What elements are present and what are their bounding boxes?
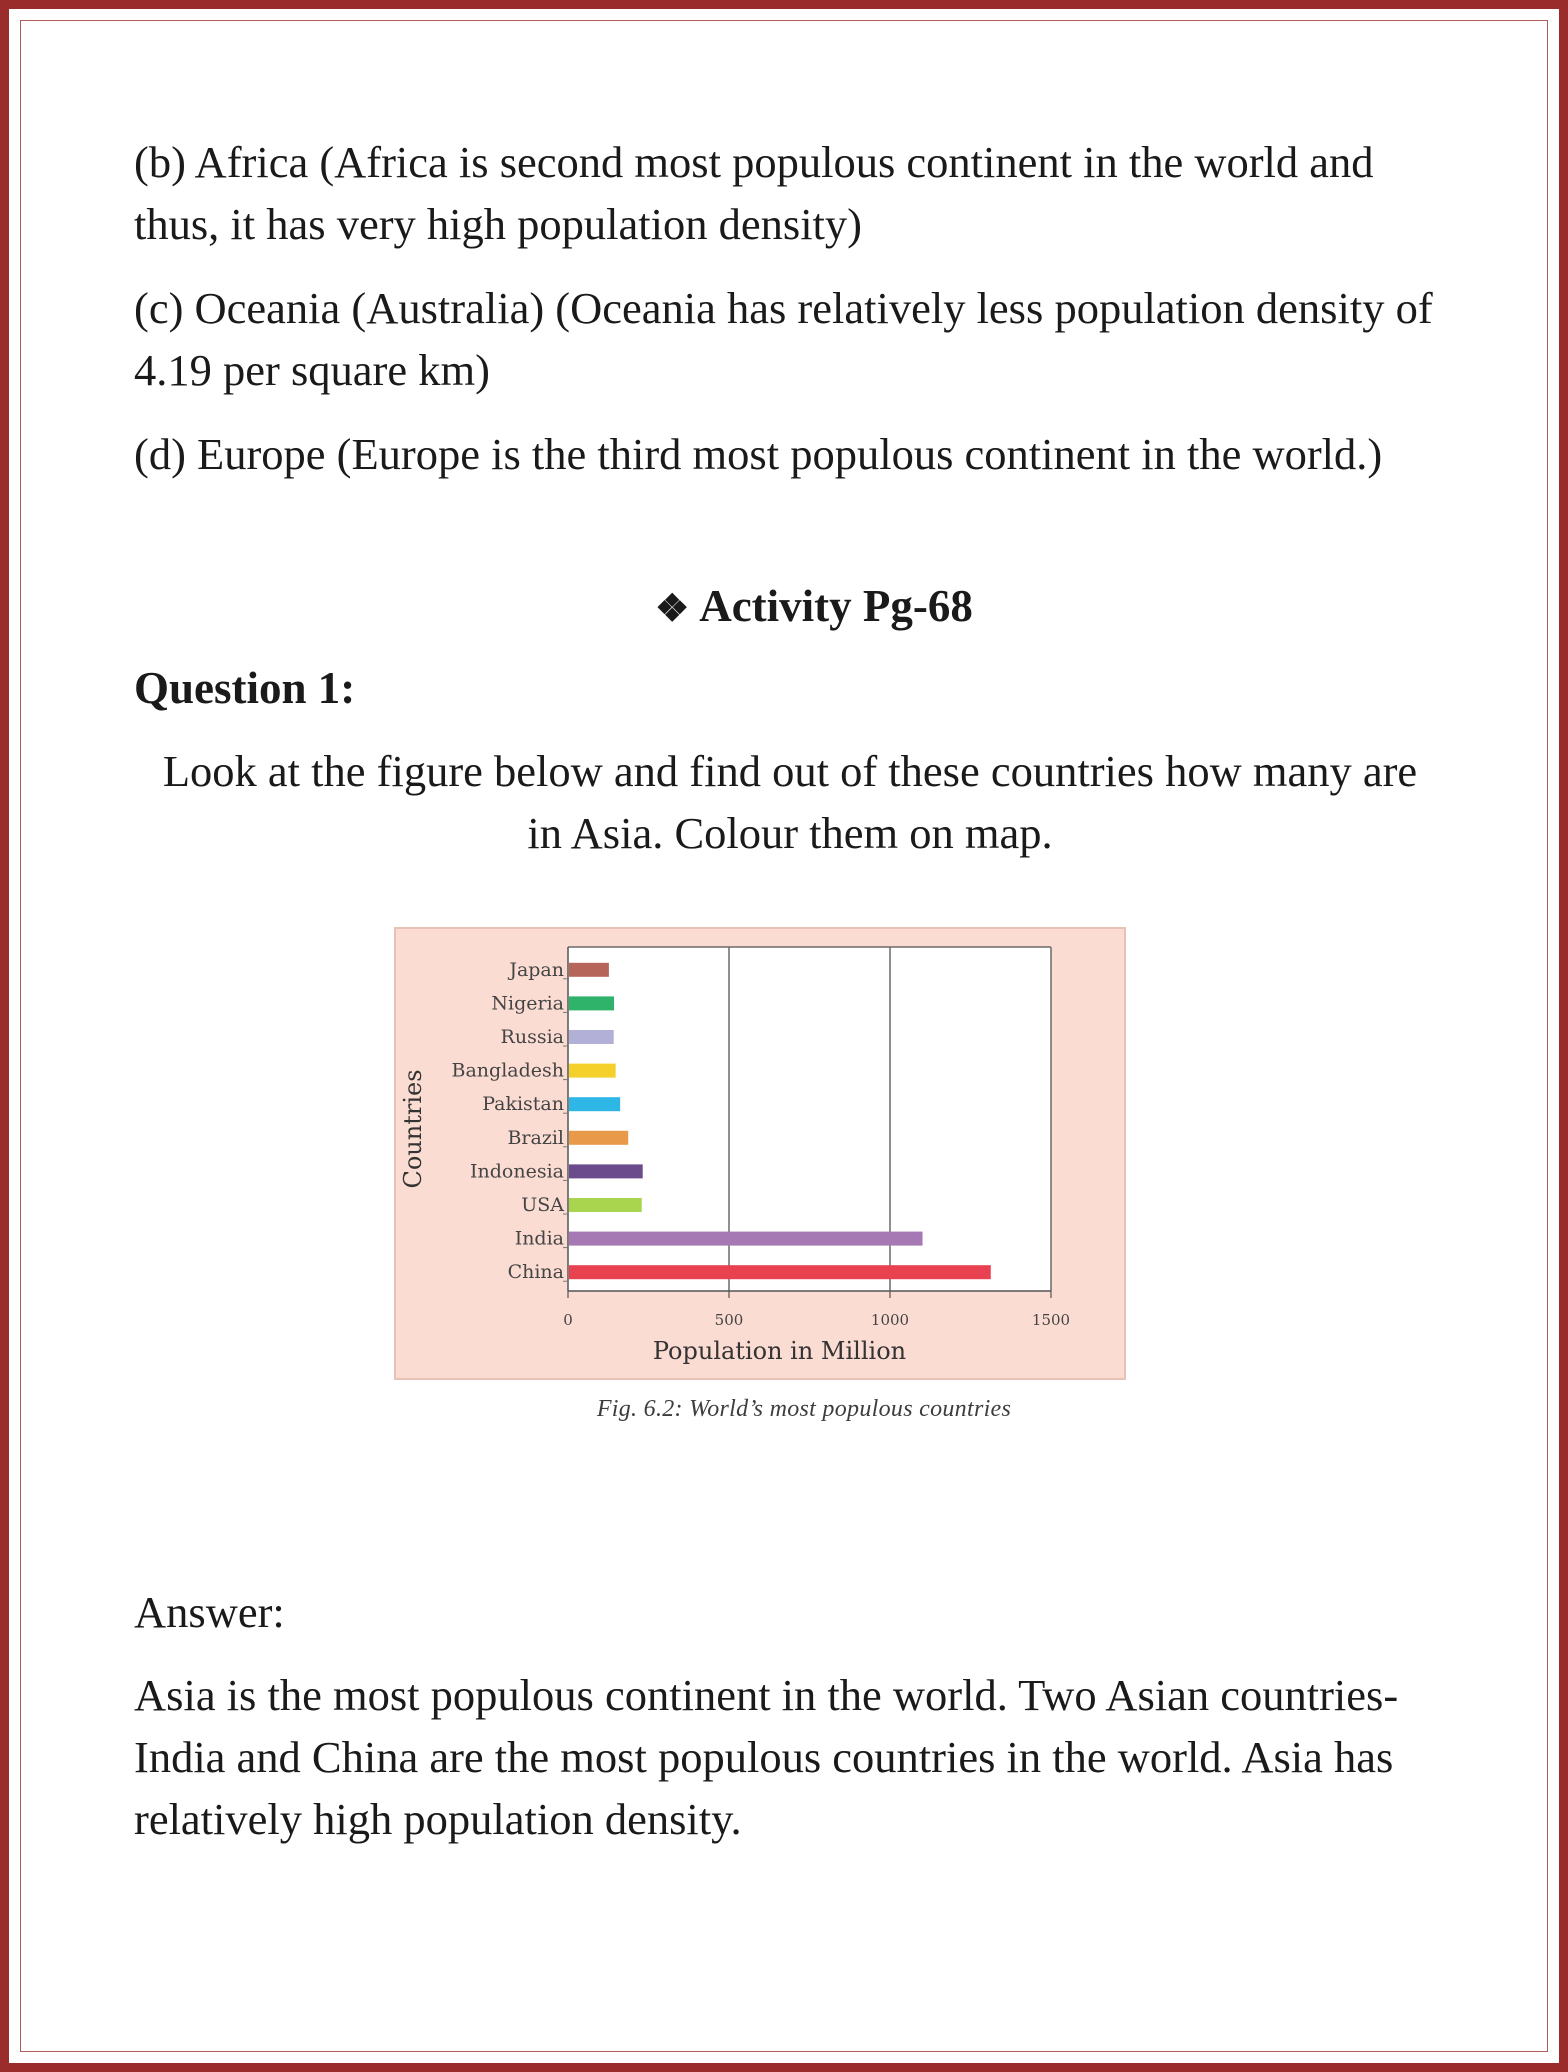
bar-china <box>569 1265 991 1279</box>
activity-heading-text: Activity Pg-68 <box>699 581 973 631</box>
category-label-usa: USA <box>521 1194 564 1216</box>
category-label-japan: Japan <box>509 958 564 981</box>
answer-c-paragraph: (c) Oceania (Australia) (Oceania has relatively less population density of 4.19 per square km) <box>134 283 1433 395</box>
activity-heading <box>0 576 1568 639</box>
x-tick-label-500: 500 <box>714 1311 744 1329</box>
question-label: Question 1: <box>134 663 356 713</box>
category-label-russia: Russia <box>500 1026 564 1048</box>
answer-b-paragraph: (b) Africa (Africa is second most populous continent in the world and thus, it has very high population density) <box>134 137 1374 249</box>
population-chart <box>394 927 1126 1380</box>
bar-nigeria <box>569 996 614 1010</box>
bar-usa <box>569 1198 642 1212</box>
category-label-brazil: Brazil <box>507 1126 564 1149</box>
figure-caption: Fig. 6.2: World’s most populous countries <box>596 1396 1012 1422</box>
answer-label: Answer: <box>134 1587 285 1637</box>
answer-text: Asia is the most populous continent in the world. Two Asian countries- India and China are the most populous countries in the world. Asia has relatively high population density. <box>134 1670 1399 1844</box>
category-label-india: India <box>514 1227 564 1250</box>
x-tick-label-1000: 1000 <box>870 1311 910 1329</box>
x-tick-label-0: 0 <box>563 1311 573 1329</box>
category-label-pakistan: Pakistan <box>482 1093 564 1116</box>
bar-bangladesh <box>569 1064 616 1078</box>
population-chart-svg <box>396 929 1128 1382</box>
y-axis-title: Countries <box>399 1069 427 1189</box>
diamond-bullet-icon: ❖ <box>655 588 690 630</box>
category-label-nigeria: Nigeria <box>491 992 564 1015</box>
bar-indonesia <box>569 1164 643 1178</box>
bar-brazil <box>569 1131 628 1145</box>
category-label-china: China <box>507 1261 564 1284</box>
bar-pakistan <box>569 1097 620 1111</box>
bar-india <box>569 1232 923 1246</box>
category-label-indonesia: Indonesia <box>470 1160 564 1183</box>
question-text: Look at the figure below and find out of these countries how many are in Asia. Colour them on map. <box>162 746 1418 858</box>
bar-russia <box>569 1030 614 1044</box>
x-axis-title: Population in Million <box>652 1337 907 1365</box>
bar-japan <box>569 963 609 977</box>
x-tick-label-1500: 1500 <box>1031 1311 1071 1329</box>
answer-d-paragraph: (d) Europe (Europe is the third most populous continent in the world.) <box>134 429 1383 479</box>
category-label-bangladesh: Bangladesh <box>451 1059 564 1082</box>
